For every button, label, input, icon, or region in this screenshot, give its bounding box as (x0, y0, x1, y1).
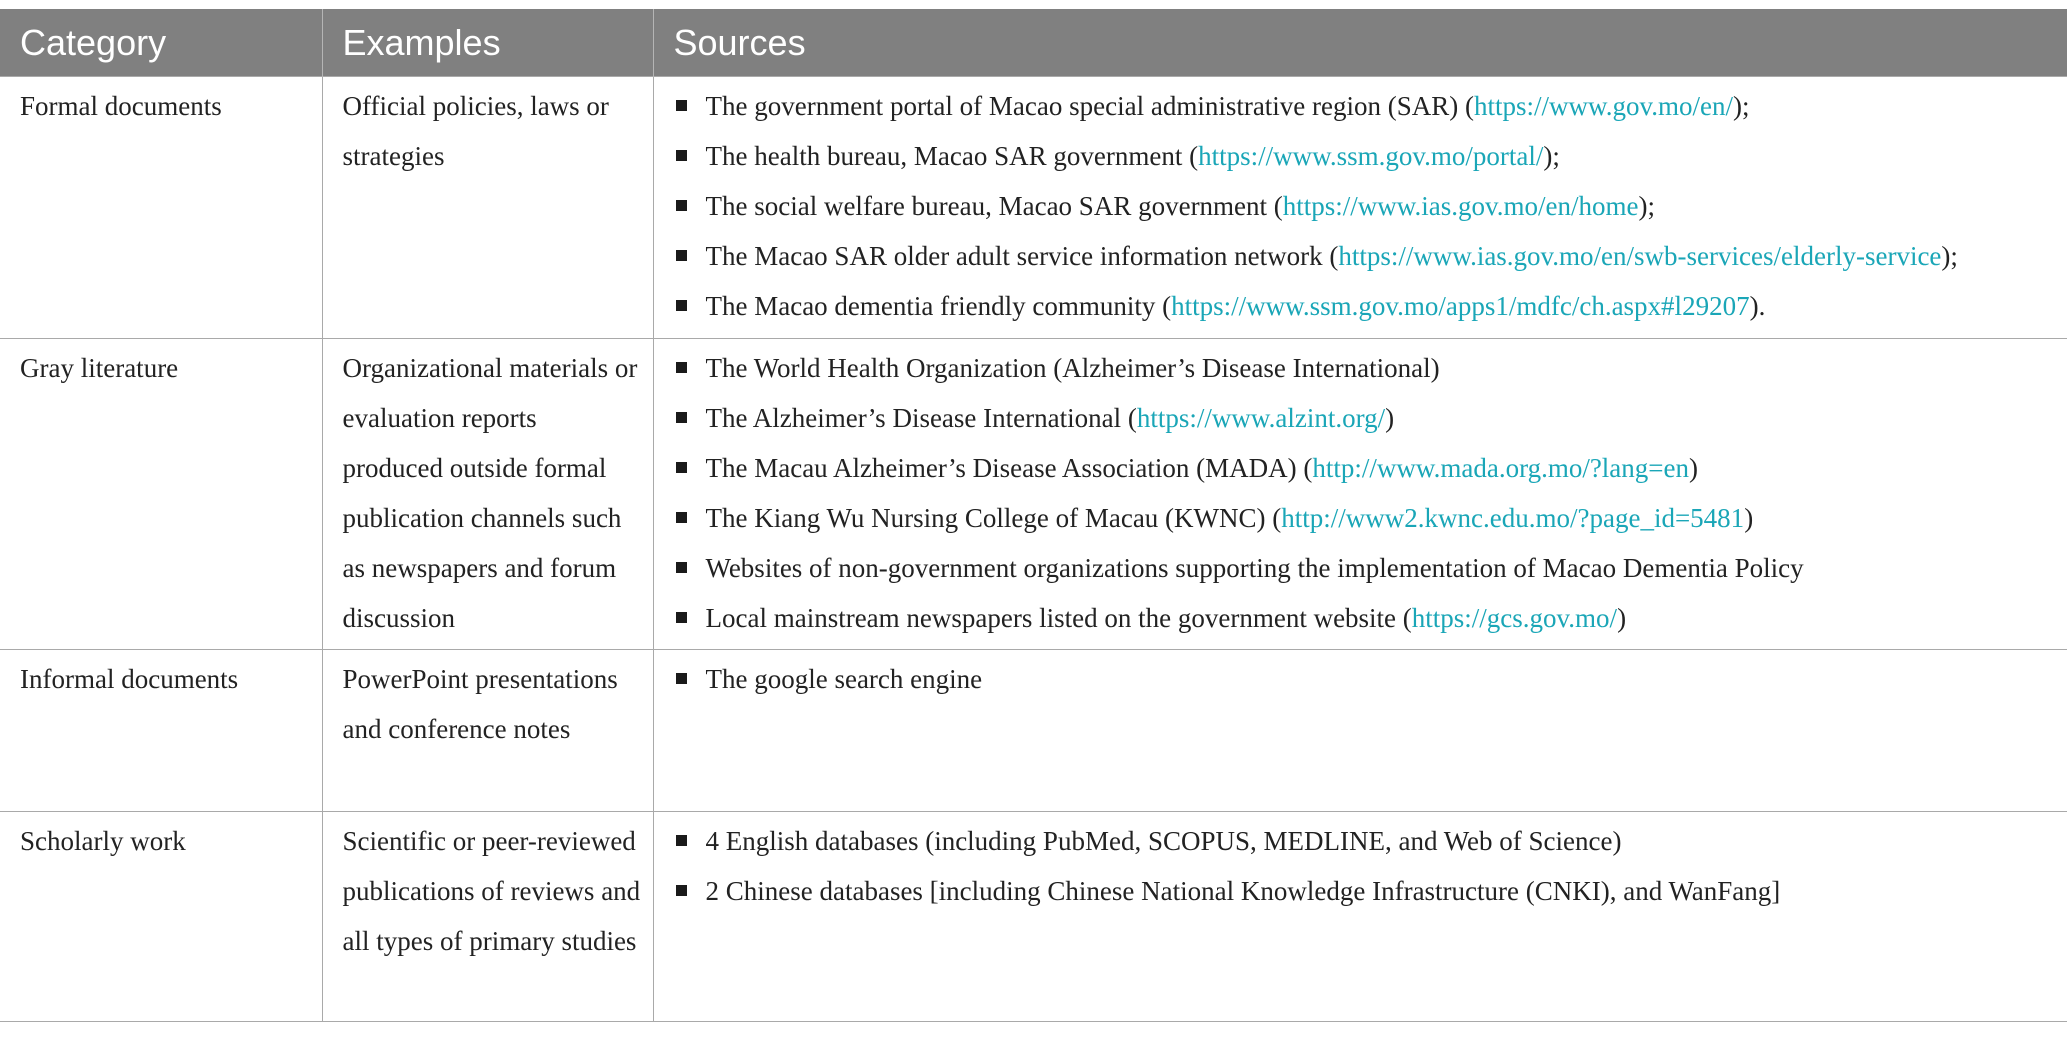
header-sources: Sources (653, 9, 2067, 77)
sources-cell (653, 812, 2067, 1022)
source-text: The government portal of Macao special administrative region (SAR) ( (705, 91, 1475, 121)
table-row (0, 77, 2067, 339)
sources-table-container (0, 9, 2067, 1022)
examples-cell: Organizational materials or evaluation reports produced outside formal publication channels such as newspapers and forum discussion (322, 339, 653, 650)
source-item (674, 81, 2064, 131)
source-item (674, 593, 2064, 643)
table-body (0, 77, 2067, 1022)
source-text-suffix: ). (1749, 291, 1766, 321)
source-text: The Kiang Wu Nursing College of Macau (KWNC) ( (705, 503, 1282, 533)
sources-cell (653, 650, 2067, 812)
examples-cell: Scientific or peer-reviewed publications of reviews and all types of primary studies (322, 812, 653, 1022)
source-link[interactable]: https://www.alzint.org/ (1136, 403, 1386, 433)
source-link[interactable]: https://www.ias.gov.mo/en/swb-services/elderly-service (1338, 241, 1942, 271)
source-text-suffix: ); (1733, 91, 1750, 121)
source-text-suffix: ) (1689, 453, 1698, 483)
source-text: The Macao SAR older adult service information network ( (705, 241, 1339, 271)
square-bullet-icon (676, 512, 687, 523)
square-bullet-icon (676, 885, 687, 896)
square-bullet-icon (676, 673, 687, 684)
source-item (674, 281, 2064, 331)
source-text-suffix: ); (1543, 141, 1560, 171)
source-item (674, 131, 2064, 181)
source-text: Local mainstream newspapers listed on the government website ( (705, 603, 1412, 633)
source-text-suffix: ) (1744, 503, 1754, 533)
source-text: The google search engine (705, 664, 983, 694)
source-link[interactable]: https://gcs.gov.mo/ (1411, 603, 1618, 633)
table-row (0, 812, 2067, 1022)
examples-cell: PowerPoint presentations and conference notes (322, 650, 653, 812)
source-text: The health bureau, Macao SAR government ( (705, 141, 1199, 171)
square-bullet-icon (676, 300, 687, 311)
source-text: Websites of non-government organizations supporting the implementation of Macao Dementia Policy (705, 553, 1804, 583)
sources-list (674, 343, 2064, 643)
source-link[interactable]: https://www.gov.mo/en/ (1474, 91, 1734, 121)
source-item (674, 231, 2064, 281)
source-item (674, 393, 2064, 443)
source-text-suffix: ) (1617, 603, 1627, 633)
source-text-suffix: ); (1638, 191, 1656, 221)
category-cell: Scholarly work (0, 812, 322, 1022)
square-bullet-icon (676, 150, 687, 161)
examples-cell: Official policies, laws or strategies (322, 77, 653, 339)
header-examples: Examples (322, 9, 653, 77)
sources-list (674, 816, 2064, 916)
table-row (0, 339, 2067, 650)
source-text: 4 English databases (including PubMed, SCOPUS, MEDLINE, and Web of Science) (705, 826, 1622, 856)
square-bullet-icon (676, 412, 687, 423)
source-item (674, 181, 2064, 231)
sources-cell (653, 77, 2067, 339)
sources-list (674, 654, 2064, 704)
source-link[interactable]: http://www.mada.org.mo/?lang=en (1312, 453, 1689, 483)
source-text: 2 Chinese databases [including Chinese National Knowledge Infrastructure (CNKI), and WanFang] (705, 876, 1781, 906)
source-text-suffix: ); (1941, 241, 1958, 271)
source-item (674, 654, 2064, 704)
square-bullet-icon (676, 362, 687, 373)
square-bullet-icon (676, 200, 687, 211)
source-item (674, 493, 2064, 543)
table-row (0, 650, 2067, 812)
sources-list (674, 81, 2064, 331)
square-bullet-icon (676, 100, 687, 111)
header-row (0, 9, 2067, 77)
source-link[interactable]: https://www.ssm.gov.mo/apps1/mdfc/ch.aspx#l29207 (1171, 291, 1750, 321)
source-item (674, 816, 2064, 866)
source-item (674, 343, 2064, 393)
source-text: The World Health Organization (Alzheimer’s Disease International) (705, 353, 1440, 383)
square-bullet-icon (676, 462, 687, 473)
sources-table (0, 9, 2067, 1022)
source-text: The Macau Alzheimer’s Disease Association (MADA) ( (705, 453, 1313, 483)
square-bullet-icon (676, 562, 687, 573)
header-category: Category (0, 9, 322, 77)
square-bullet-icon (676, 250, 687, 261)
source-text: The Alzheimer’s Disease International ( (705, 403, 1137, 433)
source-text: The social welfare bureau, Macao SAR government ( (705, 191, 1283, 221)
source-link[interactable]: https://www.ssm.gov.mo/portal/ (1198, 141, 1544, 171)
source-item (674, 443, 2064, 493)
square-bullet-icon (676, 612, 687, 623)
square-bullet-icon (676, 835, 687, 846)
source-link[interactable]: http://www2.kwnc.edu.mo/?page_id=5481 (1281, 503, 1745, 533)
category-cell: Formal documents (0, 77, 322, 339)
source-text: The Macao dementia friendly community ( (705, 291, 1172, 321)
category-cell: Gray literature (0, 339, 322, 650)
source-link[interactable]: https://www.ias.gov.mo/en/home (1282, 191, 1639, 221)
category-cell: Informal documents (0, 650, 322, 812)
source-item (674, 866, 2064, 916)
table-header (0, 9, 2067, 77)
sources-cell (653, 339, 2067, 650)
source-text-suffix: ) (1385, 403, 1395, 433)
source-item (674, 543, 2064, 593)
